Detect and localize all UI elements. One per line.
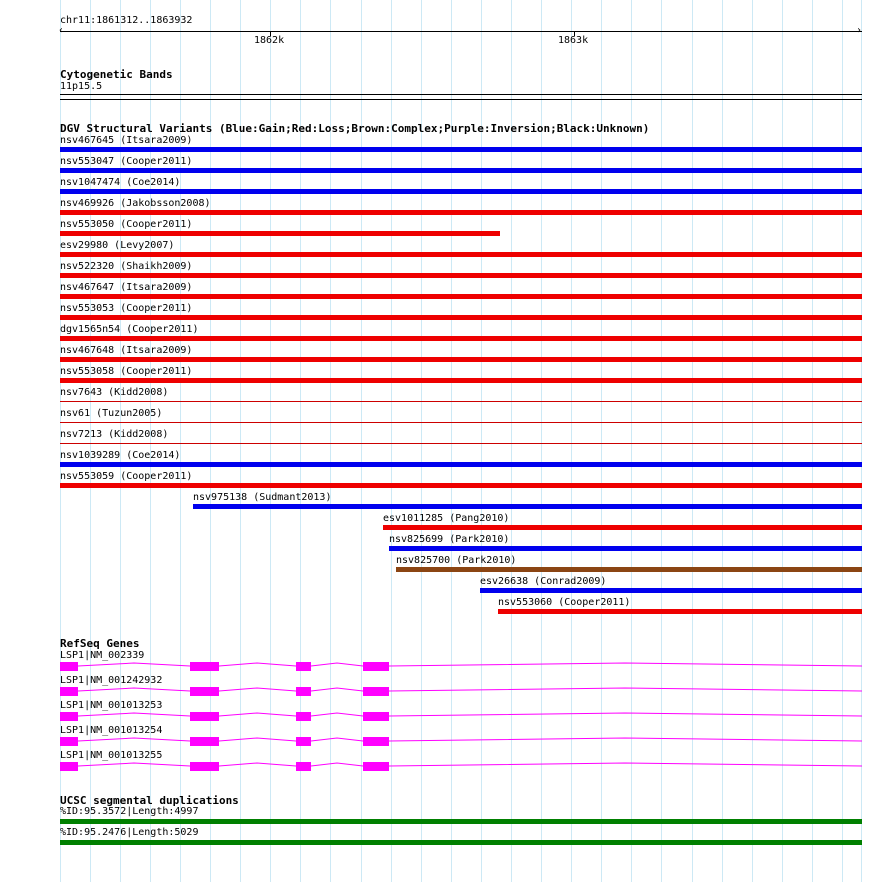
dgv-variant-label: nsv553059 (Cooper2011) — [60, 471, 193, 482]
dgv-variant-label: nsv467647 (Itsara2009) — [60, 282, 193, 293]
refseq-gene-label: LSP1|NM_001013253 — [60, 700, 163, 711]
refseq-exon — [190, 762, 219, 771]
refseq-gene-label: LSP1|NM_001013254 — [60, 725, 163, 736]
dgv-variant-label: esv1011285 (Pang2010) — [383, 513, 510, 524]
cytoband-track-title: Cytogenetic Bands — [60, 68, 173, 81]
segdup-label: %ID:95.3572|Length:4997 — [60, 806, 199, 817]
refseq-gene-label: LSP1|NM_002339 — [60, 650, 145, 661]
refseq-exon — [296, 762, 311, 771]
dgv-variant-label: nsv467648 (Itsara2009) — [60, 345, 193, 356]
ruler-position: chr11:1861312..1863932 — [60, 15, 193, 26]
ruler-right-arrow: › — [856, 25, 863, 36]
dgv-variant-label: nsv7643 (Kidd2008) — [60, 387, 169, 398]
dgv-variant-label: nsv553053 (Cooper2011) — [60, 303, 193, 314]
dgv-variant-label: dgv1565n54 (Cooper2011) — [60, 324, 199, 335]
ruler-label-1863k: 1863k — [558, 35, 589, 46]
dgv-variant-label: nsv467645 (Itsara2009) — [60, 135, 193, 146]
dgv-variant-label: nsv553058 (Cooper2011) — [60, 366, 193, 377]
segdup-bar[interactable] — [60, 840, 862, 845]
dgv-variant-label: nsv553060 (Cooper2011) — [498, 597, 631, 608]
refseq-gene-label: LSP1|NM_001013255 — [60, 750, 163, 761]
dgv-variant-label: nsv469926 (Jakobsson2008) — [60, 198, 211, 209]
dgv-variant-label: nsv553047 (Cooper2011) — [60, 156, 193, 167]
dgv-variant-label: nsv975138 (Sudmant2013) — [193, 492, 332, 503]
dgv-variant-label: nsv522320 (Shaikh2009) — [60, 261, 193, 272]
dgv-variant-label: nsv553050 (Cooper2011) — [60, 219, 193, 230]
refseq-exon — [60, 762, 78, 771]
dgv-track-title: DGV Structural Variants (Blue:Gain;Red:Loss;Brown:Complex;Purple:Inversion;Black:Unknown) — [60, 122, 650, 135]
ruler-label-1862k: 1862k — [254, 35, 285, 46]
dgv-variant-label: esv29980 (Levy2007) — [60, 240, 175, 251]
refseq-exon — [363, 762, 389, 771]
refseq-track-title: RefSeq Genes — [60, 637, 140, 650]
refseq-gene-label: LSP1|NM_001242932 — [60, 675, 163, 686]
dgv-variant-label: esv26638 (Conrad2009) — [480, 576, 607, 587]
dgv-variant-label: nsv825700 (Park2010) — [396, 555, 517, 566]
dgv-variant-label: nsv1047474 (Coe2014) — [60, 177, 181, 188]
segdup-bar[interactable] — [60, 819, 862, 824]
segdup-track-title: UCSC segmental duplications — [60, 794, 239, 807]
dgv-variant-label: nsv61 (Tuzun2005) — [60, 408, 163, 419]
dgv-variant-label: nsv1039289 (Coe2014) — [60, 450, 181, 461]
segdup-label: %ID:95.2476|Length:5029 — [60, 827, 199, 838]
ruler-left-arrow: ‹ — [58, 25, 65, 36]
cytoband-label: 11p15.5 — [60, 81, 103, 92]
dgv-variant-label: nsv7213 (Kidd2008) — [60, 429, 169, 440]
dgv-variant-label: nsv825699 (Park2010) — [389, 534, 510, 545]
